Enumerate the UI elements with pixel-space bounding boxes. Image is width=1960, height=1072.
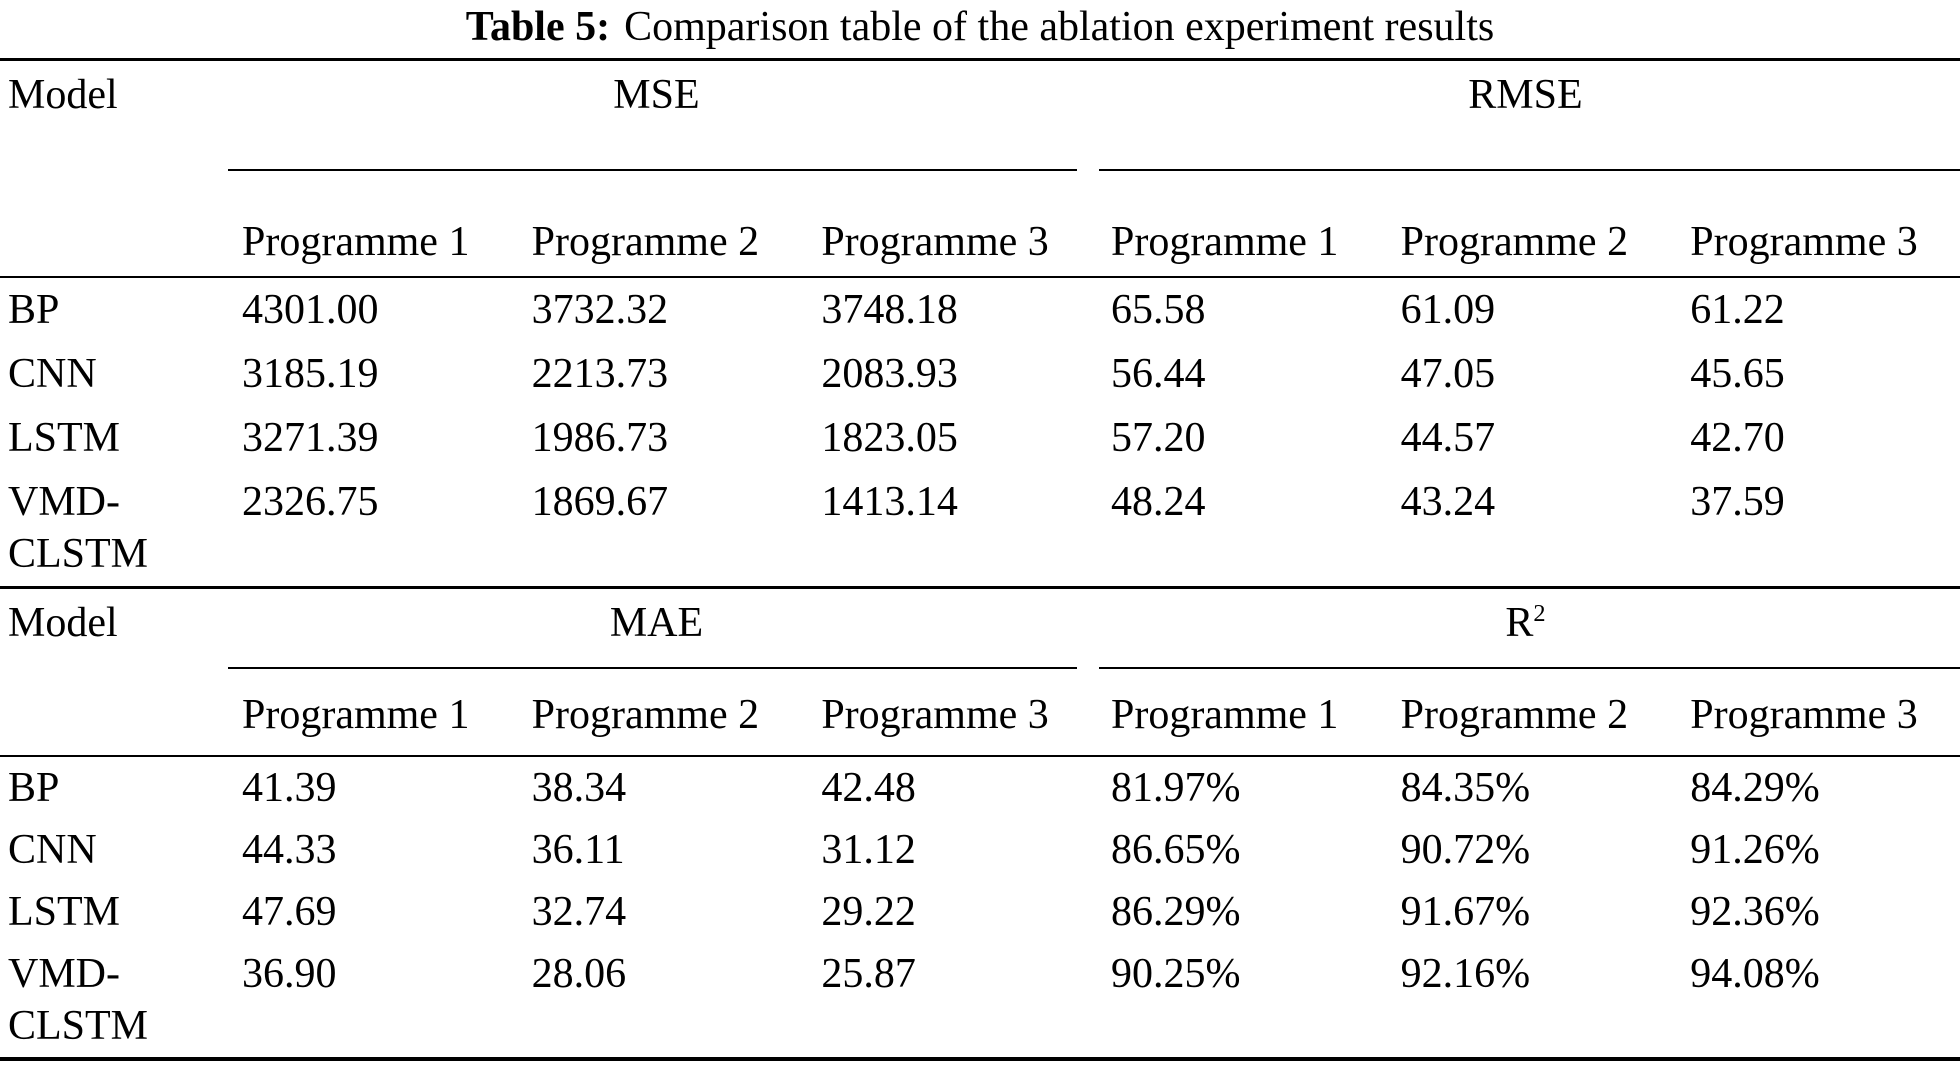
group-name: MAE <box>609 600 704 646</box>
group-label-rmse <box>1091 61 1960 121</box>
programme-header-row <box>0 669 1960 756</box>
metric-value-cell: 44.57 <box>1400 415 1496 461</box>
metric-value-cell: 81.97% <box>1110 765 1241 811</box>
metric-value-cell: 56.44 <box>1110 351 1206 397</box>
metric-value-cell: 42.70 <box>1690 415 1785 461</box>
metric-value-cell: 61.22 <box>1690 287 1785 333</box>
metric-value-cell: 61.09 <box>1400 287 1496 333</box>
model-name-cell: VMD-CLSTM <box>8 951 149 1049</box>
metric-value-cell: 44.33 <box>242 827 337 873</box>
programme-column-header: Programme 3 <box>801 669 1091 756</box>
metric-value-cell: 43.24 <box>1400 479 1496 525</box>
metric-value-cell: 2326.75 <box>242 479 379 525</box>
metric-value-cell: 47.69 <box>242 889 337 935</box>
metric-value-cell: 4301.00 <box>242 287 379 333</box>
table-row-vmd-clstm <box>0 943 1960 1059</box>
programme-column-header: Programme 2 <box>512 171 802 277</box>
programme-column-header: Programme 3 <box>1670 669 1960 756</box>
table-row-bp <box>0 277 1960 342</box>
ablation-table-section-mse-rmse <box>0 58 1960 589</box>
group-header-mae <box>222 589 1091 669</box>
group-header-mse <box>222 60 1091 172</box>
metric-value-cell: 47.05 <box>1400 351 1496 397</box>
model-column-header: Model <box>0 60 222 278</box>
table-caption <box>0 0 1960 52</box>
metric-value-cell: 1869.67 <box>531 479 669 525</box>
metric-value-cell: 31.12 <box>821 827 916 873</box>
metric-value-cell: 86.65% <box>1110 827 1241 873</box>
group-header-inner <box>1091 61 1960 171</box>
model-name-cell: LSTM <box>8 415 121 461</box>
group-name: R <box>1505 600 1534 646</box>
metric-value-cell: 92.16% <box>1400 951 1531 997</box>
group-name: MSE <box>613 72 700 118</box>
group-label-mae <box>222 589 1091 649</box>
model-name-cell: CNN <box>8 827 97 873</box>
group-label-mse <box>222 61 1091 121</box>
model-name-cell: VMD-CLSTM <box>8 479 149 577</box>
group-header-rmse <box>1091 60 1960 172</box>
model-column-header: Model <box>0 589 222 756</box>
programme-column-header: Programme 2 <box>1381 669 1671 756</box>
table-row-lstm <box>0 406 1960 470</box>
metric-value-cell: 3748.18 <box>821 287 958 333</box>
metric-value-cell: 91.67% <box>1400 889 1531 935</box>
metric-value-cell: 94.08% <box>1690 951 1820 997</box>
table-caption-text: Comparison table of the ablation experiment results <box>624 4 1495 50</box>
group-label-r2 <box>1091 589 1960 649</box>
model-name-cell: BP <box>8 287 60 333</box>
table-row-bp <box>0 756 1960 819</box>
programme-column-header: Programme 1 <box>222 171 512 277</box>
programme-column-header: Programme 3 <box>1670 171 1960 277</box>
group-header-row <box>0 589 1960 669</box>
cmidrule-mae <box>228 667 1077 669</box>
metric-value-cell: 48.24 <box>1110 479 1206 525</box>
metric-value-cell: 90.25% <box>1110 951 1241 997</box>
cmidrule-r2 <box>1099 667 1960 669</box>
metric-value-cell: 2213.73 <box>531 351 669 397</box>
group-header-r2 <box>1091 589 1960 669</box>
ablation-table-section-mae-r2 <box>0 589 1960 1061</box>
metric-value-cell: 90.72% <box>1400 827 1531 873</box>
table-row-lstm <box>0 881 1960 943</box>
table-row-cnn <box>0 819 1960 881</box>
programme-column-header: Programme 2 <box>512 669 802 756</box>
group-header-inner <box>222 589 1091 669</box>
metric-value-cell: 28.06 <box>531 951 627 997</box>
programme-column-header: Programme 3 <box>801 171 1091 277</box>
cmidrule-rmse <box>1099 169 1960 171</box>
cmidrule-mse <box>228 169 1077 171</box>
metric-value-cell: 65.58 <box>1110 287 1206 333</box>
metric-value-cell: 37.59 <box>1690 479 1785 525</box>
metric-value-cell: 2083.93 <box>821 351 958 397</box>
metric-value-cell: 1413.14 <box>821 479 958 525</box>
programme-header-row <box>0 171 1960 277</box>
metric-value-cell: 84.29% <box>1690 765 1820 811</box>
metric-value-cell: 3271.39 <box>242 415 379 461</box>
metric-value-cell: 3732.32 <box>531 287 669 333</box>
programme-column-header: Programme 1 <box>1091 171 1381 277</box>
metric-value-cell: 91.26% <box>1690 827 1820 873</box>
model-name-cell: BP <box>8 765 60 811</box>
metric-value-cell: 1986.73 <box>531 415 669 461</box>
table-row-vmd-clstm <box>0 470 1960 588</box>
metric-value-cell: 86.29% <box>1110 889 1241 935</box>
group-superscript: 2 <box>1533 600 1546 627</box>
model-name-cell: CNN <box>8 351 97 397</box>
metric-value-cell: 57.20 <box>1110 415 1206 461</box>
metric-value-cell: 92.36% <box>1690 889 1820 935</box>
programme-column-header: Programme 1 <box>1091 669 1381 756</box>
metric-value-cell: 29.22 <box>821 889 916 935</box>
metric-value-cell: 38.34 <box>531 765 627 811</box>
metric-value-cell: 41.39 <box>242 765 337 811</box>
metric-value-cell: 25.87 <box>821 951 916 997</box>
model-name-cell: LSTM <box>8 889 121 935</box>
metric-value-cell: 45.65 <box>1690 351 1785 397</box>
group-header-inner <box>222 61 1091 171</box>
programme-column-header: Programme 1 <box>222 669 512 756</box>
group-header-inner <box>1091 589 1960 669</box>
table-row-cnn <box>0 342 1960 406</box>
metric-value-cell: 32.74 <box>531 889 627 935</box>
group-header-row <box>0 60 1960 172</box>
metric-value-cell: 1823.05 <box>821 415 958 461</box>
metric-value-cell: 36.11 <box>531 827 625 873</box>
metric-value-cell: 3185.19 <box>242 351 379 397</box>
table-caption-label: Table 5: <box>465 4 611 50</box>
programme-column-header: Programme 2 <box>1381 171 1671 277</box>
metric-value-cell: 42.48 <box>821 765 916 811</box>
group-name: RMSE <box>1468 72 1583 118</box>
metric-value-cell: 84.35% <box>1400 765 1531 811</box>
metric-value-cell: 36.90 <box>242 951 337 997</box>
